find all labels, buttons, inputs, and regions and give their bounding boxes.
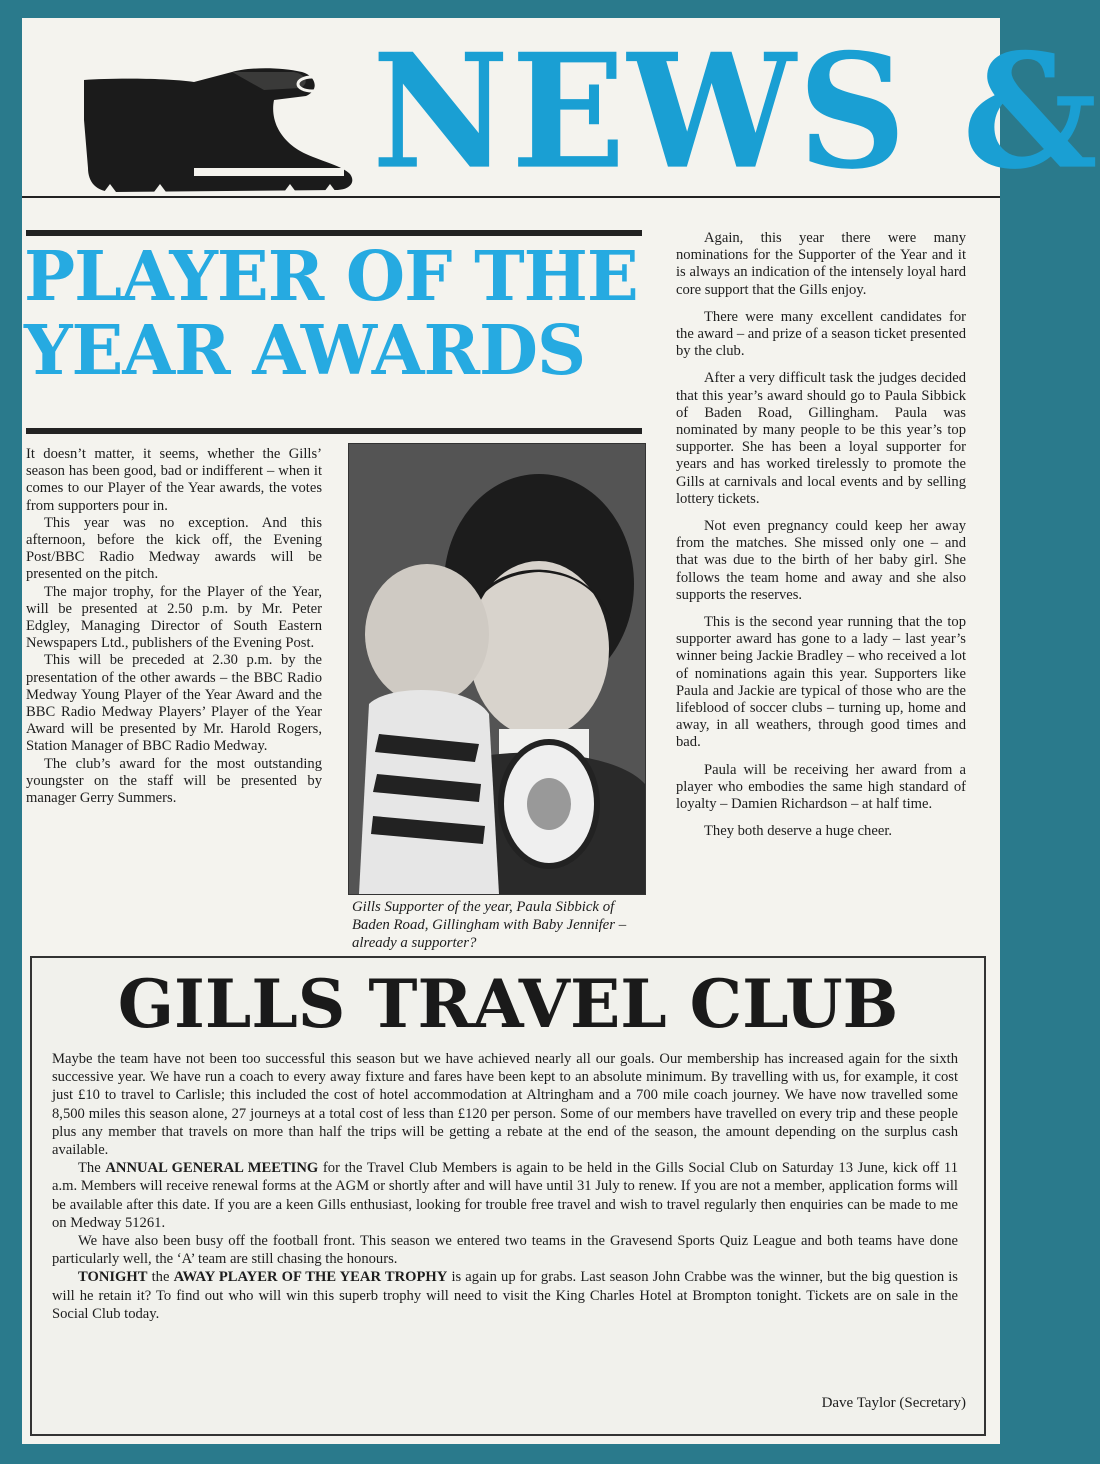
tonight-label: TONIGHT xyxy=(78,1269,148,1286)
right-paragraph: Again, this year there were many nominations for the Supporter of the Year and it is always an indication of the intensely loyal hard core support that the Gills enjoy. xyxy=(676,230,966,298)
right-paragraph: Paula will be receiving her award from a player who embodies the same high standard of loyalty – Damien Richardson – at half time. xyxy=(676,761,966,813)
left-paragraph: It doesn’t matter, it seems, whether the Gills’ season has been good, bad or indifferent – when it comes to our Player of the Year awards, the votes from supporters pour in. xyxy=(26,446,322,514)
text-span: the xyxy=(151,1269,170,1286)
right-paragraph: There were many excellent candidates for the award – and prize of a season ticket presented by the club. xyxy=(676,308,966,360)
headline-line-2: YEAR AWARDS xyxy=(24,311,586,391)
left-paragraph: The major trophy, for the Player of the Year, will be presented at 2.50 p.m. by Mr. Peter Edgley, Managing Director of South Eastern Newspapers Ltd., publishers of the Evening Post. xyxy=(26,583,322,652)
masthead-title: NEWS & xyxy=(372,19,1100,205)
travel-paragraph: We have also been busy off the football front. This season we entered two teams in the Gravesend Sports Quiz League and both teams have done particularly well, the ‘A’ team are still chasing the honours. xyxy=(52,1233,958,1268)
article-headline xyxy=(24,237,644,391)
right-paragraph: Not even pregnancy could keep her away from the matches. She missed only one – and that was due to the birth of her baby girl. She follows the team home and away and she also supports the reserves. xyxy=(676,518,966,603)
article-left-column xyxy=(26,446,322,807)
text-span: The xyxy=(78,1160,101,1177)
trophy-name: AWAY PLAYER OF THE YEAR TROPHY xyxy=(173,1269,448,1286)
masthead xyxy=(22,18,1100,205)
travel-paragraph xyxy=(52,1159,958,1232)
left-paragraph: This will be preceded at 2.30 p.m. by the presentation of the other awards – the BBC Radio Medway Young Player of the Year Award and the BBC Radio Medway Players’ Player of the Year Award will be presented by Mr. Harold Rogers, Station Manager of BBC Radio Medway. xyxy=(26,652,322,755)
football-boot-icon xyxy=(44,50,364,200)
right-paragraph: After a very difficult task the judges decided that this year’s award should go to Paula Sibbick of Baden Road, Gillingham. Paula was nominated by many people to be this year’s top supporter. She has been a loyal supporter for years and has worked tirelessly to promote the Gills at carnivals and local events and by selling lottery tickets. xyxy=(676,370,966,507)
travel-club-body xyxy=(52,1050,958,1323)
travel-club-title: GILLS TRAVEL CLUB xyxy=(117,965,899,1043)
right-paragraph: They both deserve a huge cheer. xyxy=(704,823,893,840)
text-span: is again up for grabs. Last season John Crabbe was the winner, but the big question is will he retain it? To find out who will win this superb trophy will need to visit the King Charles Hotel at Brompton tonight. Tickets are on sale in the Social Club today. xyxy=(52,1269,958,1322)
magazine-page xyxy=(22,18,1100,1444)
right-paragraph: This is the second year running that the top supporter award has gone to a lady – last year’s winner being Jackie Bradley – who received a lot of nominations again this year. Supporters like Paula and Jackie are typical of those who are the lifeblood of soccer clubs – turning up, home and away, in all weathers, through good times and bad. xyxy=(676,614,966,751)
headline-line-1: PLAYER OF THE xyxy=(24,237,638,317)
photo-caption: Gills Supporter of the year, Paula Sibbick of Baden Road, Gillingham with Baby Jennifer – already a supporter? xyxy=(352,899,627,951)
travel-paragraph: Maybe the team have not been too successful this season but we have achieved nearly all our goals. Our membership has increased again for the sixth successive year. We have run a coach to every away fixture and fares have been kept to an absolute minimum. By travelling with us, for example, it cost just £10 to travel to Carlisle; this included the cost of hotel accommodation at Altringham and a 700 mile coach journey. We have now travelled some 8,500 miles this season alone, 27 journeys at a total cost of less than £120 per person. Some of our members have travelled on every trip and these people plus any member that travels on more than half the trips will be getting a rebate at the end of the season, the amount depending on the surplus cash available. xyxy=(52,1051,958,1159)
headline-top-rule xyxy=(26,230,642,236)
supporter-photo xyxy=(348,443,646,895)
article-right-column xyxy=(676,230,966,851)
left-paragraph: This year was no exception. And this afternoon, before the kick off, the Evening Post/BBC Radio Medway awards will be presented on the pitch. xyxy=(26,514,322,583)
secretary-signature: Dave Taylor (Secretary) xyxy=(821,1395,966,1411)
text-span: for the Travel Club Members is again to be held in the Gills Social Club on Saturday 13 June, kick off 11 a.m. Members will receive renewal forms at the AGM or shortly after and will have until 31 July to renew. If you are not a member, application forms will be available after this date. If you are a keen Gills enthusiast, looking for trouble free travel and wish to travel regularly then enquiries can be made to me on Medway 51261. xyxy=(52,1160,958,1231)
travel-paragraph xyxy=(52,1268,958,1323)
agm-heading: ANNUAL GENERAL MEETING xyxy=(105,1160,319,1177)
left-paragraph: The club’s award for the most outstanding youngster on the staff will be presented by manager Gerry Summers. xyxy=(26,755,322,807)
headline-bottom-rule xyxy=(26,428,642,434)
travel-club-box xyxy=(30,956,986,1436)
